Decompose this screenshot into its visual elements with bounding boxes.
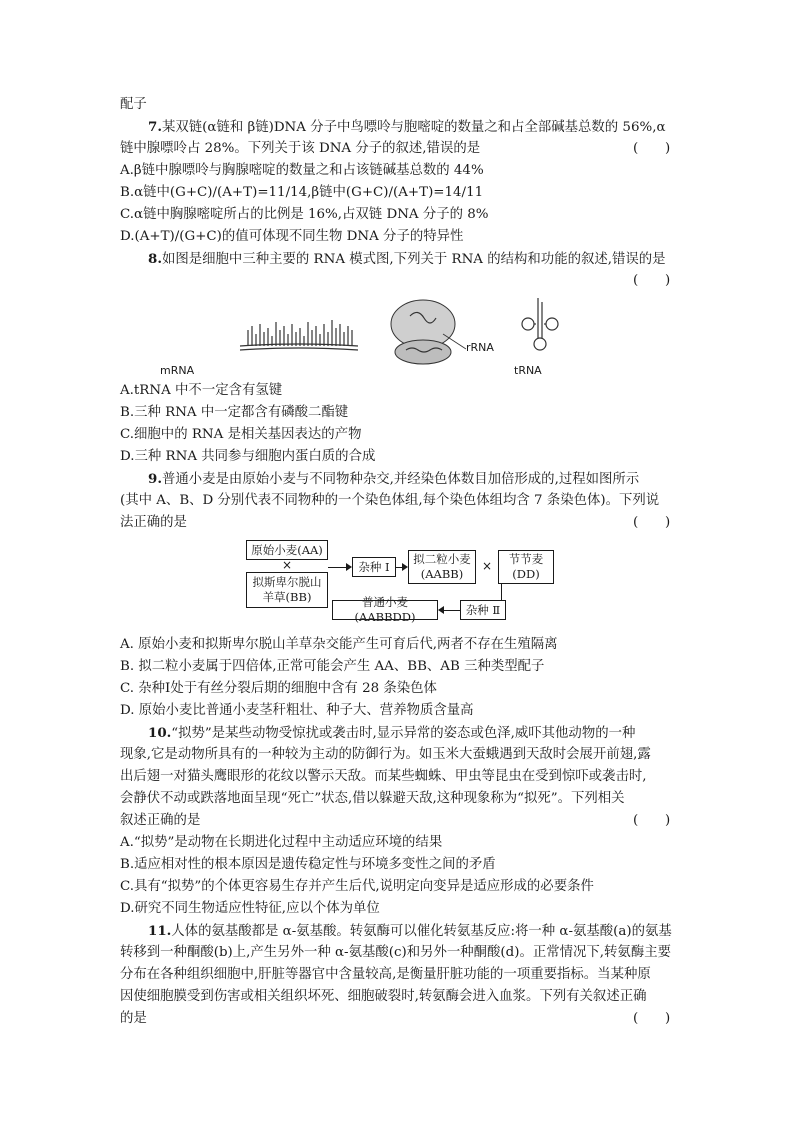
q10-stem-line2: 现象,它是动物所具有的一种较为主动的防御行为。如玉米大蚕蛾遇到天敌时会展开前翅,露 [120,747,651,762]
q8-stem-line1: 8.如图是细胞中三种主要的 RNA 模式图,下列关于 RNA 的结构和功能的叙述,错误的是 [148,251,666,267]
q11-stem-line2: 转移到一种酮酸(b)上,产生另外一种 α-氨基酸(c)和另外一种酮酸(d)。正常情况下,转氨酶主要 [120,945,671,960]
arrow-to-common-wheat [444,610,460,611]
q11-number: 11. [148,923,172,939]
q9-option-c[interactable]: C. 杂种Ⅰ处于有丝分裂后期的细胞中含有 28 条染色体 [120,681,437,696]
q10-stem-line1: 10.“拟势”是某些动物受惊扰或袭击时,显示异常的姿态或色泽,威吓其他动物的一种 [148,725,636,741]
box-goatgrass: 拟斯卑尔脱山 羊草(BB) [246,572,328,608]
q10-stem-line5: 叙述正确的是 [120,813,201,828]
q10-option-d[interactable]: D.研究不同生物适应性特征,应以个体为单位 [120,901,380,916]
q10-option-b[interactable]: B.适应相对性的根本原因是遗传稳定性与环境多变性之间的矛盾 [120,857,496,872]
mrna-strand [240,320,358,350]
q11-answer-paren[interactable]: ( ) [633,1011,671,1026]
rrna-ribosome [391,300,466,364]
q9-stem-line3: 法正确的是 [120,515,187,530]
q7-answer-paren[interactable]: ( ) [633,141,671,156]
q9-number: 9. [148,471,162,487]
q11-stem-line4: 因使细胞膜受到伤害或相关组织坏死、细胞破裂时,转氨酶会进入血浆。下列有关叙述正确 [120,989,647,1004]
q7-option-b[interactable]: B.α链中(G+C)/(A+T)=11/14,β链中(G+C)/(A+T)=14/11 [120,185,484,200]
q11-stem-line1: 11.人体的氨基酸都是 α-氨基酸。转氨酶可以催化转氨基反应:将一种 α-氨基酸(a)的氨基 [148,923,672,939]
q9-option-d[interactable]: D. 原始小麦比普通小麦茎秆粗壮、种子大、营养物质含量高 [120,703,474,718]
rna-model-figure [238,294,568,374]
q9-stem-line1: 9.普通小麦是由原始小麦与不同物种杂交,并经染色体数目加倍形成的,过程如图所示 [148,471,640,487]
q10-stem-line4: 会静伏不动或跌落地面呈现“死亡”状态,借以躲避天敌,这种现象称为“拟死”。下列相关 [120,791,625,806]
mrna-label: mRNA [160,364,195,377]
q11-stem-line5: 的是 [120,1011,147,1026]
q10-option-c[interactable]: C.具有“拟势”的个体更容易生存并产生后代,说明定向变异是适应形成的必要条件 [120,879,594,894]
q11-stem-line3: 分布在各种组织细胞中,肝脏等器官中含量较高,是衡量肝脏功能的一项重要指标。当某种原 [120,967,651,982]
box-primitive-wheat: 原始小麦(AA) [246,540,328,560]
q9-option-a[interactable]: A. 原始小麦和拟斯卑尔脱山羊草杂交能产生可育后代,两者不存在生殖隔离 [120,637,558,652]
q8-option-c[interactable]: C.细胞中的 RNA 是相关基因表达的产物 [120,427,362,442]
q7-number: 7. [148,119,162,135]
q9-stem-line2: (其中 A、B、D 分别代表不同物种的一个染色体组,每个染色体组均含 7 条染色体)。下列说 [120,493,660,508]
q7-option-d[interactable]: D.(A+T)/(G+C)的值可体现不同生物 DNA 分子的特异性 [120,229,464,244]
q10-option-a[interactable]: A.“拟势”是动物在长期进化过程中主动适应环境的结果 [120,835,443,850]
wheat-diagram [246,540,556,624]
q7-option-a[interactable]: A.β链中腺嘌呤与胸腺嘧啶的数量之和占该链碱基总数的 44% [120,163,484,178]
trna-label: tRNA [514,364,542,377]
box-hybrid2: 杂种 Ⅱ [460,600,506,620]
intro-tail: 配子 [120,97,147,112]
q9-option-b[interactable]: B. 拟二粒小麦属于四倍体,正常可能会产生 AA、BB、AB 三种类型配子 [120,659,545,674]
box-hybrid1: 杂种 Ⅰ [352,557,396,577]
q8-option-a[interactable]: A.tRNA 中不一定含有氢键 [120,383,283,398]
bracket-line [328,567,338,568]
arrowhead-3 [438,606,444,614]
box-aegilops: 节节麦 (DD) [498,550,554,584]
cross-symbol-1: × [282,558,293,572]
q10-answer-paren[interactable]: ( ) [633,813,671,828]
box-common-wheat: 普通小麦(AABBDD) [332,600,438,620]
box-tetraploid-wheat: 拟二粒小麦 (AABB) [408,550,476,584]
q10-number: 10. [148,725,172,741]
q8-answer-paren[interactable]: ( ) [633,273,671,288]
q7-stem-line1: 7.某双链(α链和 β链)DNA 分子中鸟嘌呤与胞嘧啶的数量之和占全部碱基总数的 56%,α [148,119,666,135]
q7-stem-line2: 链中腺嘌呤占 28%。下列关于该 DNA 分子的叙述,错误的是 [120,141,481,156]
q8-option-d[interactable]: D.三种 RNA 共同参与细胞内蛋白质的合成 [120,449,376,464]
trna-cloverleaf [522,298,558,350]
q8-option-b[interactable]: B.三种 RNA 中一定都含有磷酸二酯键 [120,405,349,420]
q8-number: 8. [148,251,162,267]
q9-answer-paren[interactable]: ( ) [633,515,671,530]
q10-stem-line3: 出后翅一对猫头鹰眼形的花纹以警示天敌。而某些蜘蛛、甲虫等昆虫在受到惊吓或袭击时, [120,769,647,784]
q7-option-c[interactable]: C.α链中胸腺嘧啶所占的比例是 16%,占双链 DNA 分子的 8% [120,207,489,222]
rrna-label: rRNA [466,341,494,354]
cross-symbol-2: × [482,559,493,573]
